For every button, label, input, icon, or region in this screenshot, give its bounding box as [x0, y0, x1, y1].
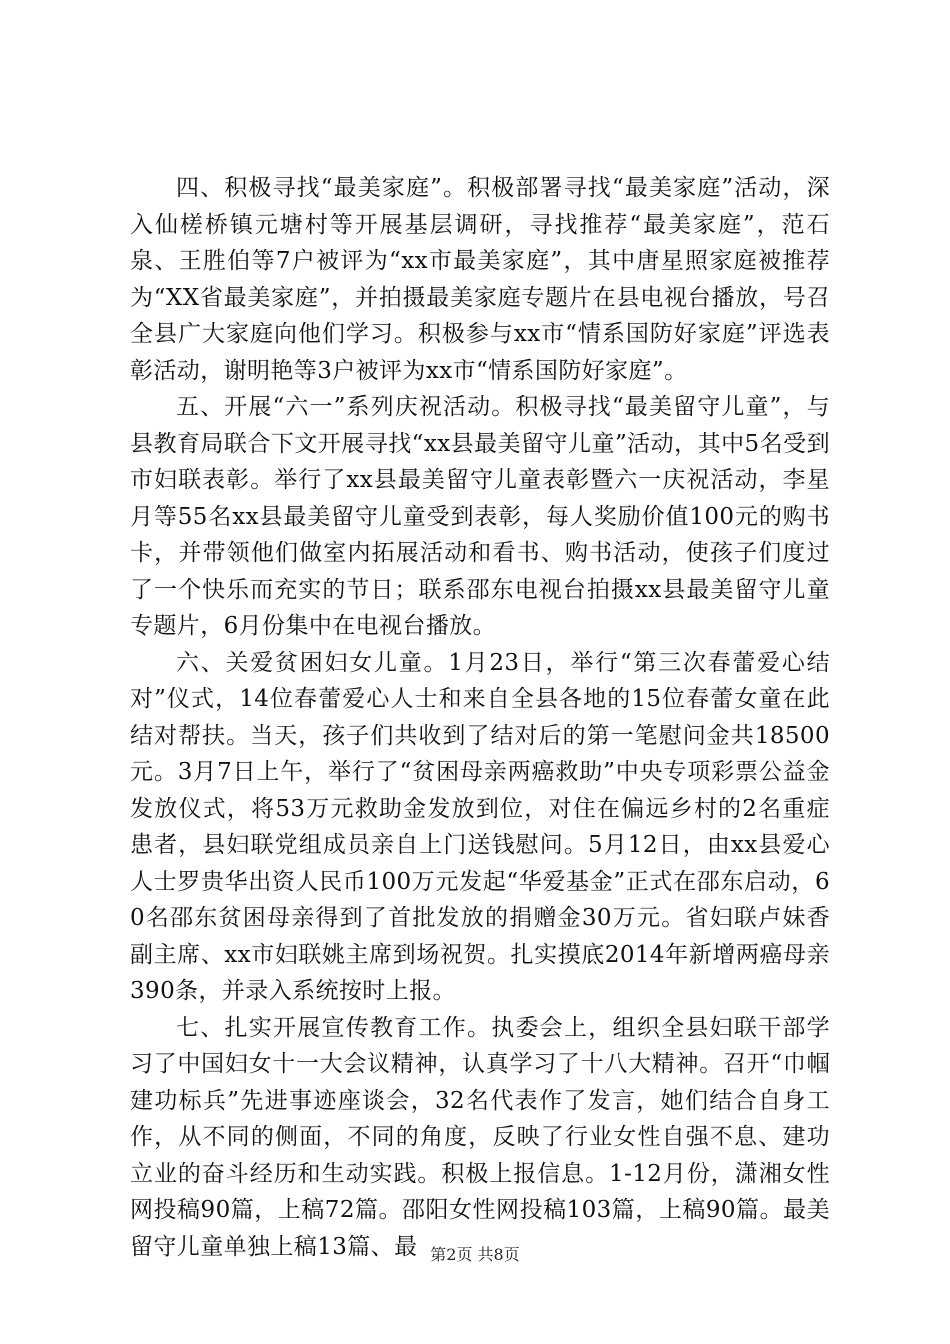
page-number-footer: 第2页 共8页 — [430, 1245, 520, 1264]
paragraph-section-4: 四、积极寻找“最美家庭”。积极部署寻找“最美家庭”活动，深入仙槎桥镇元塘村等开展基层调研，寻找推荐“最美家庭”，范石泉、王胜伯等7户被评为“xx市最美家庭”，其中唐星照家庭被推荐为“XX省最美家庭”，并拍摄最美家庭专题片在县电视台播放，号召全县广大家庭向他们学习。积极参与xx市“情系国防好家庭”评选表彰活动，谢明艳等3户被评为xx市“情系国防好家庭”。 — [130, 175, 830, 384]
paragraph-section-6: 六、关爱贫困妇女儿童。1月23日，举行“第三次春蕾爱心结对”仪式，14位春蕾爱心人士和来自全县各地的15位春蕾女童在此结对帮扶。当天，孩子们共收到了结对后的第一笔慰问金共18500元。3月7日上午，举行了“贫困母亲两癌救助”中央专项彩票公益金发放仪式，将53万元救助金发放到位，对住在偏远乡村的2名重症患者，县妇联党组成员亲自上门送钱慰问。5月12日，由xx县爱心人士罗贵华出资人民币100万元发起“华爱基金”正式在邵东启动，60名邵东贫困母亲得到了首批发放的捐赠金30万元。省妇联卢妹香副主席、xx市妇联姚主席到场祝贺。扎实摸底2014年新增两癌母亲390条，并录入系统按时上报。 — [130, 649, 830, 1004]
paragraph-section-5: 五、开展“六一”系列庆祝活动。积极寻找“最美留守儿童”，与县教育局联合下文开展寻找“xx县最美留守儿童”活动，其中5名受到市妇联表彰。举行了xx县最美留守儿童表彰暨六一庆祝活动，李星月等55名xx县最美留守儿童受到表彰，每人奖励价值100元的购书卡，并带领他们做室内拓展活动和看书、购书活动，使孩子们度过了一个快乐而充实的节日；联系邵东电视台拍摄xx县最美留守儿童专题片，6月份集中在电视台播放。 — [130, 394, 830, 639]
paragraph-section-7: 七、扎实开展宣传教育工作。执委会上，组织全县妇联干部学习了中国妇女十一大会议精神，认真学习了十八大精神。召开“巾帼建功标兵”先进事迹座谈会，32名代表作了发言，她们结合自身工作，从不同的侧面，不同的角度，反映了行业女性自强不息、建功立业的奋斗经历和生动实践。积极上报信息。1-12月份，潇湘女性网投稿90篇，上稿72篇。邵阳女性网投稿103篇，上稿90篇。最美留守儿童单独上稿13篇、最 — [130, 1014, 830, 1260]
document-body — [130, 170, 830, 1265]
